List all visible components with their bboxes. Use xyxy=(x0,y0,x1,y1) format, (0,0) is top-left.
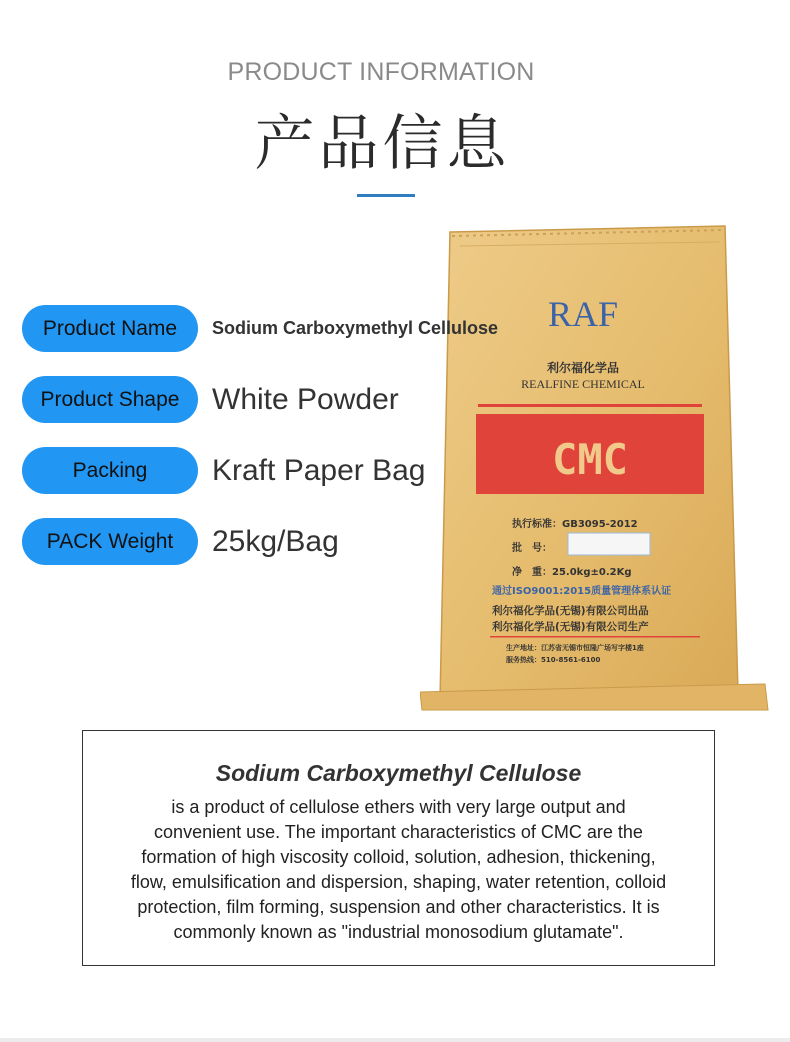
spec-value-packing: Kraft Paper Bag xyxy=(212,453,426,487)
bag-batch: 批 号： xyxy=(512,543,552,554)
bag-batch-label xyxy=(568,533,650,555)
bag-cn-company: 利尔福化学品 xyxy=(546,361,620,375)
bag-standard: 执行标准：GB3095-2012 xyxy=(512,519,638,530)
bottom-divider xyxy=(0,1038,790,1042)
spec-value-product-shape: White Powder xyxy=(212,382,399,416)
bag-phone: 服务热线：510-8561-6100 xyxy=(506,656,601,664)
description-line: commonly known as "industrial monosodium glutamate". xyxy=(173,922,624,942)
cmc-bag-image xyxy=(420,222,770,712)
description-box xyxy=(82,730,715,966)
spec-value-pack-weight: 25kg/Bag xyxy=(212,524,339,558)
spec-value-product-name: Sodium Carboxymethyl Cellulose xyxy=(212,318,499,338)
bag-iso: 通过ISO9001:2015质量管理体系认证 xyxy=(492,586,672,597)
spec-label-product-shape: Product Shape xyxy=(22,376,198,423)
section-eyebrow: PRODUCT INFORMATION xyxy=(227,58,535,86)
description-line: formation of high viscosity colloid, solution, adhesion, thickening, xyxy=(141,847,656,867)
description-title: Sodium Carboxymethyl Cellulose xyxy=(215,760,582,786)
bag-red-line xyxy=(478,404,702,407)
spec-label-packing: Packing xyxy=(22,447,198,494)
spec-label-pack-weight: PACK Weight xyxy=(22,518,198,565)
spec-label-product-name: Product Name xyxy=(22,305,198,352)
description-line: flow, emulsification and dispersion, shaping, water retention, colloid xyxy=(130,872,667,892)
section-title: 产品信息 xyxy=(254,109,511,179)
bag-maker2: 利尔福化学品(无锡)有限公司生产 xyxy=(492,621,649,633)
description-line: protection, film forming, suspension and other characteristics. It is xyxy=(137,897,660,917)
bag-weight: 净 重：25.0kg±0.2Kg xyxy=(512,567,632,578)
bag-maker1: 利尔福化学品(无锡)有限公司出品 xyxy=(492,605,649,617)
description-body xyxy=(83,795,714,945)
bag-product: CMC xyxy=(552,435,628,484)
description-line: convenient use. The important characteristics of CMC are the xyxy=(154,822,643,842)
bag-logo: RAF xyxy=(547,294,619,334)
title-underline xyxy=(357,194,415,197)
bag-address: 生产地址：江苏省无锡市恒隆广场写字楼1座 xyxy=(506,644,644,652)
bag-divider xyxy=(490,636,700,638)
description-line: is a product of cellulose ethers with very large output and xyxy=(171,797,626,817)
bag-en-company: REALFINE CHEMICAL xyxy=(521,377,645,391)
